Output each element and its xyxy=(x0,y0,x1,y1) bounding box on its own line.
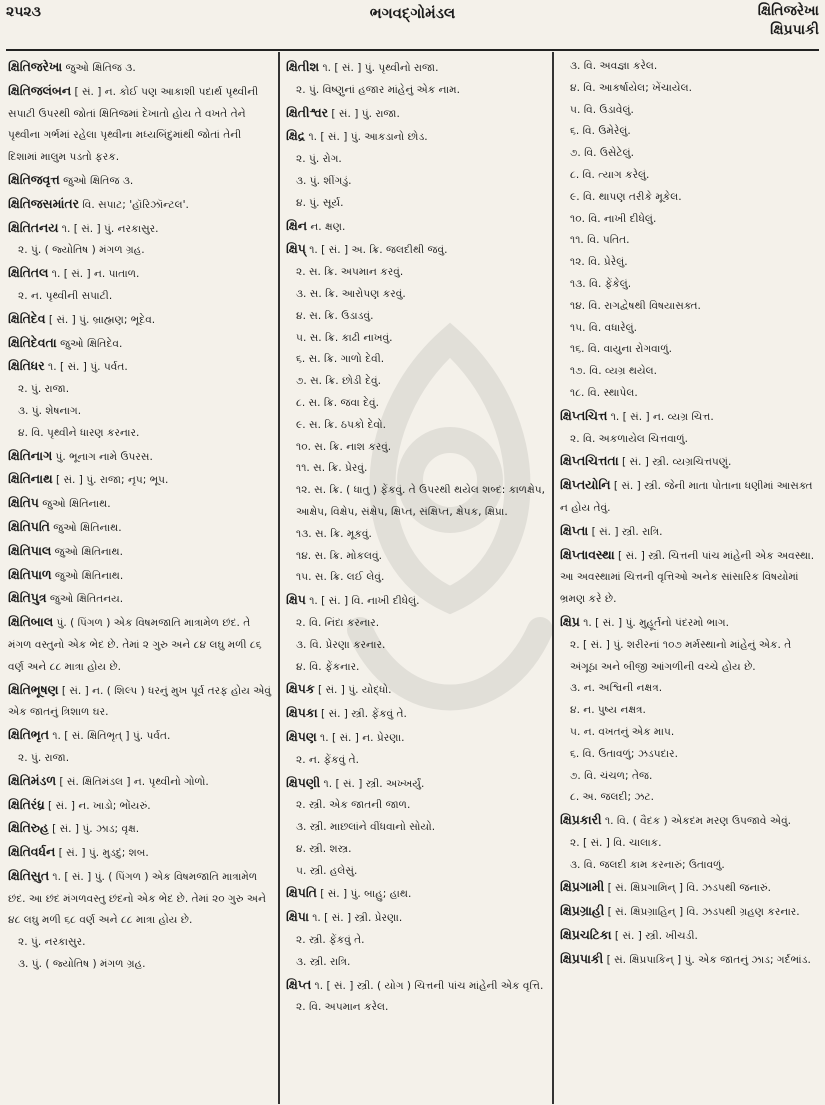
dictionary-sense xyxy=(560,339,817,361)
dictionary-sense xyxy=(560,383,817,405)
dictionary-entry xyxy=(560,948,817,972)
dictionary-entry xyxy=(8,841,272,865)
dictionary-sense xyxy=(8,932,272,954)
dictionary-sense xyxy=(560,209,817,231)
dictionary-entry xyxy=(8,564,272,588)
dictionary-entry xyxy=(8,794,272,818)
dictionary-sense xyxy=(286,567,548,589)
dictionary-sense xyxy=(286,546,548,568)
entry-headword: ક્ષિપકા xyxy=(286,705,318,721)
dictionary-sense xyxy=(560,78,817,100)
entry-definition: જુઓ ક્ષિતિનાથ. xyxy=(51,545,123,558)
dictionary-entry xyxy=(560,809,817,833)
entry-headword: ક્ષિતિતનય xyxy=(8,219,59,235)
dictionary-sense xyxy=(560,230,817,252)
entry-headword: ક્ષિપા xyxy=(286,909,309,925)
dictionary-sense xyxy=(560,429,817,451)
entry-definition: ૧. [ સં. ] પું. મુહૂર્તનો પંદરમો ભાગ. xyxy=(579,616,729,629)
entry-definition: ૪. પું. સૂર્ય. xyxy=(296,196,344,209)
dictionary-sense xyxy=(286,458,548,480)
entry-headword: ક્ષિપ્તયોનિ xyxy=(560,477,611,493)
dictionary-sense xyxy=(286,171,548,193)
dictionary-sense xyxy=(286,997,548,1019)
dictionary-sense xyxy=(286,328,548,350)
entry-definition: ૨. વિ. અકળાયેલ ચિત્તવાળું. xyxy=(570,432,689,445)
entry-definition: ૩. વિ. જલદી કામ કરનારું; ઉતાવળું. xyxy=(570,858,725,871)
entry-headword: ક્ષિતિજવૃત્ત xyxy=(8,171,60,187)
entry-definition: ૩. સ. ક્રિ. આરોપણ કરવું. xyxy=(296,287,406,300)
entry-definition: ૧૬. વિ. વાયુના રોગવાળું. xyxy=(570,343,672,356)
entry-definition: ૩. પું. શીંગડું. xyxy=(296,174,352,187)
entry-definition: પું. ( પિંગળ ) એક વિષમજાતિ માત્રામેળ છંદ. તે મંગળ વસ્તુનો એક ભેદ છે. તેમાં ૨ ગુરુ અને ૮૪ લઘુ મળી ૮૬ વર્ણ અને ૮૮ માત્રા હોય છે. xyxy=(8,617,262,673)
entry-definition: ન. ક્ષણ. xyxy=(307,220,346,233)
entry-definition: [ સં. ] પું. બ્રાહ્મણ; ભૂદેવ. xyxy=(45,313,156,326)
entry-definition: ૭. વિ. ઉસેટેલું. xyxy=(570,147,634,160)
dictionary-entry xyxy=(286,726,548,750)
dictionary-entry xyxy=(8,56,272,80)
entry-definition: ૧૦. વિ. નાખી દીધેલું. xyxy=(570,212,657,225)
entry-definition: પું. ભૂનાગ નામે ઉપરસ. xyxy=(52,450,153,463)
entry-definition: ૪. સ્ત્રી. શસ્ત્ર. xyxy=(296,842,352,855)
entry-definition: ૮. સ. ક્રિ. જવા દેવું. xyxy=(296,396,379,409)
dictionary-entry xyxy=(286,125,548,149)
entry-definition: ૧૪. વિ. રાગદ્વેષથી વિષયાસક્ત. xyxy=(570,299,701,312)
dictionary-entry xyxy=(8,355,272,379)
entry-definition: ૧૫. વિ. વધારેલું. xyxy=(570,321,638,334)
dictionary-sense xyxy=(286,952,548,974)
entry-definition: [ સં. ] ન. ( શિલ્પ ) ધરનું મુખ પૂર્વ તરફ હોય એવું એક જાતનું ત્રિશાળ ઘર. xyxy=(8,684,272,719)
entry-headword: ક્ષિતિદેવ xyxy=(8,310,46,326)
dictionary-entry xyxy=(8,865,272,932)
dictionary-entry xyxy=(8,262,272,286)
entry-definition: [ સં. ક્ષિપ્રગામિન્ ] વિ. ઝડપથી જનારું. xyxy=(604,882,772,895)
entry-definition: ૪. વિ. આકર્ષાયેલ; ખેંચાયેલ. xyxy=(570,81,692,94)
dictionary-sense xyxy=(286,795,548,817)
entry-definition: ૧૦. સ. ક્રિ. નાશ કરવું. xyxy=(296,440,392,453)
dictionary-entry xyxy=(8,587,272,611)
dictionary-entry xyxy=(560,611,817,635)
dictionary-sense xyxy=(560,100,817,122)
entry-headword: ક્ષિતિદેવતા xyxy=(8,334,57,350)
entry-definition: ૧૨. સ. ક્રિ. ( ધાતુ ) ફેંકવું. તે ઉપરથી થયેલ શબ્દ: કાળક્ષેપ, આક્ષેપ, વિક્ષેપ, સંક્ષેપ, ક્ષિપ્ત, સંક્ષિપ્ત, ક્ષેપક, ક્ષિપ્રા. xyxy=(296,484,546,518)
dictionary-sense xyxy=(560,787,817,809)
entry-definition: [ સં. ] સ્ત્રી. જેની માતા પોતાના ધણીમાં આસક્ત ન હોય તેવું. xyxy=(560,480,813,514)
entry-headword: ક્ષિતિજરેખા xyxy=(8,59,63,74)
entry-headword: ક્ષિપ્રચટિકા xyxy=(560,927,612,943)
dictionary-entry xyxy=(560,405,817,429)
entry-definition: ૮. વિ. ત્યાગ કરેલું. xyxy=(570,168,650,181)
entry-definition: ૩. સ્ત્રી. માછલાંને વીંધવાનો સોયો. xyxy=(296,821,436,834)
dictionary-sense xyxy=(8,286,272,308)
dictionary-entry xyxy=(560,544,817,611)
entry-headword: ક્ષિતિભૂષણ xyxy=(8,681,59,697)
dictionary-entry xyxy=(8,492,272,516)
dictionary-sense xyxy=(560,121,817,143)
entry-definition: ૧. [ સં. ] વિ. નાખી દીધેલું. xyxy=(305,595,420,608)
entry-definition: જુઓ ક્ષિતિનાથ. xyxy=(38,498,111,511)
dictionary-sense xyxy=(286,349,548,371)
dictionary-entry xyxy=(560,474,817,520)
entry-definition: [ સં. ] સ્ત્રી. રાત્રિ. xyxy=(588,525,663,538)
dictionary-entry xyxy=(8,332,272,356)
dictionary-entry xyxy=(8,770,272,794)
dictionary-sense xyxy=(286,284,548,306)
entry-definition: જુઓ ક્ષિતિતનય. xyxy=(46,593,124,606)
entry-definition: ૩. પું. શેષનાગ. xyxy=(18,404,82,417)
entry-definition: ૧૩. વિ. ફેંકેલું. xyxy=(570,277,632,290)
dictionary-entry xyxy=(286,215,548,239)
column-divider xyxy=(552,52,554,1104)
dictionary-entry xyxy=(8,679,272,725)
entry-definition: ૫. સ. ક્રિ. કાઢી નાખવું. xyxy=(296,331,393,344)
entry-definition: ૯. સ. ક્રિ. ઠપકો દેવો. xyxy=(296,418,387,431)
entry-headword: ક્ષિપતિ xyxy=(286,885,317,901)
entry-definition: [ સં. ] ન. કોઈ પણ આકાશી પદાર્થ પૃથ્વીની સપાટી ઉપરથી જોતાં ક્ષિતિજમાં દેખાતો હોય તે વખતે તેને પૃથ્વીના ગર્ભમાં રહેલા પૃથ્વીના મધ્યબિંદુમાંથી જોતાં તેની દિશામાં માલુમ પડતો ફરક. xyxy=(8,85,259,164)
entry-headword: ક્ષિતિભૃત xyxy=(8,727,49,743)
dictionary-sense xyxy=(286,306,548,328)
dictionary-entry xyxy=(560,900,817,924)
entry-definition: ૧. [ સં. ] પું. આકડાનો છોડ. xyxy=(305,131,428,144)
dictionary-entry xyxy=(286,678,548,702)
entry-definition: ૫. સ્ત્રી. હલેસું. xyxy=(296,864,358,877)
dictionary-entry xyxy=(8,217,272,241)
dictionary-sense xyxy=(286,524,548,546)
entry-definition: ૨. પું. ( જ્યોતિષ ) મંગળ ગ્રહ. xyxy=(18,244,145,257)
dictionary-sense xyxy=(8,240,272,262)
entry-headword: ક્ષિતીશ્વર xyxy=(286,104,329,120)
dictionary-sense xyxy=(560,143,817,165)
dictionary-sense xyxy=(286,613,548,635)
dictionary-sense xyxy=(560,744,817,766)
entry-definition: ૧. [ સં. ] પું. ( પિંગળ ) એક વિષમજાતિ માત્રામેળ છંદ. આ છંદ મંગળવસ્તુ છંદનો એક ભેદ છે. તેમાં ૨૦ ગુરુ અને ૪૮ લઘુ મળી ૬૮ વર્ણ અને ૮૮ માત્રા હોય છે. xyxy=(8,870,266,927)
entry-definition: વિ. સપાટ; 'હૉરિઝૉન્ટલ'. xyxy=(78,198,189,211)
entry-definition: [ સં. ] પું. રાજા; નૃપ; ભૂપ. xyxy=(52,474,169,487)
entry-definition: ૧. [ સં. ] સ્ત્રી. પ્રેરણા. xyxy=(308,912,403,925)
dictionary-sense xyxy=(286,657,548,679)
entry-definition: ૫. ન. વખતનું એક માપ. xyxy=(570,725,675,738)
entry-definition: [ સં. ક્ષિપ્રગ્રાહિન્ ] વિ. ઝડપથી ગ્રહણ કરનાર. xyxy=(604,906,800,919)
entry-headword: ક્ષિતિરુહ xyxy=(8,820,49,836)
dictionary-sense xyxy=(286,817,548,839)
entry-definition: ૧૧. સ. ક્રિ. પ્રેરવું. xyxy=(296,462,368,475)
dictionary-sense xyxy=(560,296,817,318)
entry-definition: ૪. ન. પુષ્ય નક્ષત્ર. xyxy=(570,704,646,717)
dictionary-title: ભગવદ્ગોમંડલ xyxy=(369,4,456,22)
entry-definition: જુઓ ક્ષિતિજ ૩. xyxy=(62,62,136,74)
entry-definition: ૨. સ્ત્રી. એક જાતની જાળ. xyxy=(296,799,411,812)
entry-definition: ૧૩. સ. ક્રિ. મૂકવું. xyxy=(296,527,372,540)
dictionary-sense xyxy=(560,635,817,679)
entry-definition: ૧. [ સં. ] ન. પાતાળ. xyxy=(48,268,140,281)
entry-definition: ૧૨. વિ. પ્રેરેલું. xyxy=(570,256,628,269)
entry-headword: ક્ષિતિજલંબન xyxy=(8,82,72,98)
entry-definition: ૧૮. વિ. સ્થાપેલ. xyxy=(570,386,638,399)
entry-definition: ૭. વિ. ચંચળ; તેજ. xyxy=(570,769,653,782)
entry-headword: ક્ષિતિતલ xyxy=(8,265,49,281)
dictionary-sense xyxy=(8,401,272,423)
entry-headword: ક્ષિતીશ xyxy=(286,59,320,74)
entry-headword: ક્ષિતિનાથ xyxy=(8,471,53,487)
entry-definition: ૧. વિ. ( વૈદક ) એકદમ મરણ ઉપજાવે એવું. xyxy=(601,815,792,828)
dictionary-entry xyxy=(8,169,272,193)
entry-definition: ૨. વિ. અપમાન કરેલ. xyxy=(296,1001,389,1014)
dictionary-entry xyxy=(560,924,817,948)
entry-headword: ક્ષિપણ xyxy=(286,728,317,744)
entry-headword: ક્ષિપ્ર xyxy=(560,613,580,629)
entry-definition: ૧૧. વિ. પતિત. xyxy=(570,234,630,247)
dictionary-sense xyxy=(286,861,548,883)
entry-headword: ક્ષિતિધર xyxy=(8,358,45,374)
dictionary-column-1 xyxy=(8,56,272,1102)
entry-definition: ૩. વિ. અવજ્ઞા કરેલ. xyxy=(570,60,658,72)
dictionary-entry xyxy=(560,876,817,900)
entry-headword: ક્ષિન xyxy=(286,217,308,233)
entry-definition: ૨. પું. નરકાસુર. xyxy=(18,936,86,949)
entry-headword: ક્ષિપ્તચિત્ત xyxy=(560,407,608,423)
entry-headword: ક્ષિપ્ xyxy=(286,241,306,257)
dictionary-sense xyxy=(286,262,548,284)
dictionary-sense xyxy=(560,833,817,855)
entry-definition: ૩. સ્ત્રી. રાત્રિ. xyxy=(296,955,351,968)
column-divider xyxy=(278,52,280,1104)
entry-headword: ક્ષિતિનાગ xyxy=(8,447,53,463)
entry-definition: ૨. સ. ક્રિ. અપમાન કરવું. xyxy=(296,266,404,279)
entry-headword: ક્ષિતિપુત્ર xyxy=(8,590,47,606)
entry-definition: [ સં. ] ન. ખાડો; ભોંયરું. xyxy=(44,799,151,812)
header-rule xyxy=(6,49,819,51)
entry-definition: ૧. [ સં. ] પું. પર્વત. xyxy=(44,361,128,374)
entry-headword: ક્ષિપ્રગામી xyxy=(560,879,605,895)
dictionary-entry xyxy=(286,772,548,796)
entry-definition: [ સં. ક્ષિતિમંડલ ] ન. પૃથ્વીનો ગોળો. xyxy=(56,775,209,788)
dictionary-sense xyxy=(286,193,548,215)
dictionary-entry xyxy=(8,611,272,678)
entry-definition: ૪. સ. ક્રિ. ઉડાડવું. xyxy=(296,309,374,322)
dictionary-sense xyxy=(8,954,272,976)
entry-headword: ક્ષિપ્તાવસ્થા xyxy=(560,546,615,562)
dictionary-entry xyxy=(286,102,548,126)
entry-definition: ૨. સ્ત્રી. ફેંકવું તે. xyxy=(296,934,365,947)
entry-definition: ૧. [ સં. ] સ્ત્રી. અખ્ખર્યું. xyxy=(320,777,425,790)
guide-word-last: ક્ષિપ્રપાકી xyxy=(770,22,819,38)
entry-definition: ૧. [ સં. ] પું. પૃથ્વીનો રાજા. xyxy=(319,62,439,74)
dictionary-sense xyxy=(8,423,272,445)
dictionary-sense xyxy=(560,722,817,744)
entry-definition: ૨. પું. રોગ. xyxy=(296,153,342,166)
entry-headword: ક્ષિતિરંધ્ર xyxy=(8,796,45,812)
entry-definition: ૨. પું. વિષ્ણુનાં હજાર માંહેનું એક નામ. xyxy=(296,83,460,96)
dictionary-entry xyxy=(286,882,548,906)
entry-headword: ક્ષિતિપાળ xyxy=(8,566,52,582)
dictionary-entry xyxy=(8,80,272,169)
dictionary-column-2 xyxy=(286,56,548,1102)
dictionary-sense xyxy=(286,149,548,171)
entry-definition: [ સં. ] પું. મુડદું; શબ. xyxy=(55,847,149,860)
entry-definition: ૩. ન. અશ્વિની નક્ષત્ર. xyxy=(570,682,663,695)
dictionary-sense xyxy=(286,480,548,524)
entry-definition: [ સં. ] પું. રાજા. xyxy=(328,107,400,120)
entry-headword: ક્ષિપ્રપાકી xyxy=(560,950,604,966)
dictionary-entry xyxy=(286,238,548,262)
entry-definition: ૪. વિ. ફેંકનાર. xyxy=(296,660,360,673)
dictionary-entry xyxy=(8,516,272,540)
entry-definition: જુઓ ક્ષિતિનાથ. xyxy=(51,569,124,582)
entry-headword: ક્ષિતિપાલ xyxy=(8,542,52,558)
entry-headword: ક્ષિતિસુત xyxy=(8,867,50,883)
entry-definition: ૨. [ સં. ] વિ. ચાલાક. xyxy=(570,836,662,849)
dictionary-sense xyxy=(560,855,817,877)
entry-headword: ક્ષિપણી xyxy=(286,774,321,790)
dictionary-sense xyxy=(560,361,817,383)
entry-definition: ૧. [ સં. ક્ષિતિભૃત્ ] પું. પર્વત. xyxy=(48,730,171,743)
dictionary-entry xyxy=(8,817,272,841)
entry-definition: ૨. [ સં. ] પું. શરીરનાં ૧૦૭ મર્મસ્થાનો માંહેનું એક. તે અંગૂઠા અને બીજી આંગળીની વચ્ચે હોય છે. xyxy=(570,638,792,673)
guide-word-first: ક્ષિતિજરેખા xyxy=(757,3,819,19)
entry-definition: [ સં. ] સ્ત્રી. ચિત્તની પાંચ માંહેની એક અવસ્થા. આ અવસ્થામાં ચિત્તની વૃત્તિઓ અનેક સાંસારિક વિષયોમાં ભ્રમણ કરે છે. xyxy=(560,549,815,606)
dictionary-entry xyxy=(286,56,548,80)
dictionary-sense xyxy=(560,700,817,722)
entry-definition: ૧. [ સં. ] પું. નરકાસુર. xyxy=(58,222,159,235)
dictionary-entry xyxy=(286,589,548,613)
dictionary-sense xyxy=(560,318,817,340)
dictionary-entry xyxy=(560,450,817,474)
dictionary-sense xyxy=(286,437,548,459)
dictionary-sense xyxy=(8,379,272,401)
entry-headword: ક્ષિપ્રકારી xyxy=(560,812,602,828)
entry-definition: [ સં. ક્ષિપ્રપાકિન્ ] પું. એક જાતનું ઝાડ; ગર્દભાંડ. xyxy=(603,953,811,966)
dictionary-entry xyxy=(560,520,817,544)
entry-definition: ૧. [ સં. ] અ. ક્રિ. જલદીથી જવું. xyxy=(305,244,448,257)
entry-headword: ક્ષિપક xyxy=(286,681,315,697)
entry-definition: [ સં. ] સ્ત્રી. ફેંકવું તે. xyxy=(317,708,407,721)
dictionary-sense xyxy=(560,165,817,187)
entry-definition: ૩. વિ. પ્રેરણા કરનાર. xyxy=(296,638,386,651)
entry-headword: ક્ષિપ્રગ્રાહી xyxy=(560,903,605,919)
entry-definition: ૧૭. વિ. વ્યગ્ર થયેલ. xyxy=(570,365,658,378)
entry-headword: ક્ષિતિજસમાંતર xyxy=(8,195,79,211)
entry-headword: ક્ષિપ્તચિત્તતા xyxy=(560,453,619,469)
entry-definition: ૨. પું. રાજા. xyxy=(18,383,70,396)
entry-headword: ક્ષિતિબાલ xyxy=(8,614,54,630)
entry-headword: ક્ષિતિપતિ xyxy=(8,518,50,534)
entry-definition: ૮. અ. જલદી; ઝટ. xyxy=(570,791,655,804)
dictionary-sense xyxy=(560,678,817,700)
dictionary-sense xyxy=(286,393,548,415)
entry-definition: [ સં. ] પું. બાહુ; હાથ. xyxy=(316,888,412,901)
entry-definition: [ સં. ] પું. યોદ્ધો. xyxy=(314,684,392,697)
dictionary-sense xyxy=(286,80,548,102)
dictionary-sense xyxy=(286,930,548,952)
entry-definition: ૨. પું. રાજા. xyxy=(18,751,70,764)
dictionary-sense xyxy=(286,635,548,657)
entry-definition: [ સં. ] પું. ઝાડ; વૃક્ષ. xyxy=(48,823,140,836)
entry-headword: ક્ષિતિપ xyxy=(8,495,39,511)
dictionary-sense xyxy=(560,252,817,274)
dictionary-sense xyxy=(560,187,817,209)
dictionary-entry xyxy=(286,702,548,726)
dictionary-entry xyxy=(8,193,272,217)
dictionary-entry xyxy=(8,308,272,332)
entry-definition: ૫. વિ. ઉડાવેલું. xyxy=(570,103,634,116)
entry-definition: [ સં. ] સ્ત્રી. વ્યગ્રચિત્તપણું. xyxy=(618,456,732,469)
dictionary-sense xyxy=(286,839,548,861)
entry-definition: ૬. વિ. ઉતાવળું; ઝડપદાર. xyxy=(570,747,678,760)
dictionary-sense xyxy=(286,750,548,772)
entry-definition: જુઓ ક્ષિતિદેવ. xyxy=(56,337,123,350)
entry-headword: ક્ષિદ્ર xyxy=(286,128,306,144)
entry-headword: ક્ષિપ xyxy=(286,592,306,608)
entry-definition: ૨. ન. ફેંકવું તે. xyxy=(296,753,359,766)
dictionary-entry xyxy=(8,540,272,564)
guide-words xyxy=(758,2,819,40)
entry-headword: ક્ષિપ્ત xyxy=(286,976,312,992)
dictionary-sense xyxy=(286,371,548,393)
page-number: ૨૫૨૩ xyxy=(6,4,41,20)
dictionary-sense xyxy=(560,56,817,78)
entry-definition: ૯. વિ. થાપણ તરીકે મૂકેલ. xyxy=(570,190,682,203)
entry-definition: ૨. વિ. નિંદા કરનાર. xyxy=(296,616,380,629)
dictionary-entry xyxy=(286,906,548,930)
entry-headword: ક્ષિતિમંડળ xyxy=(8,772,57,788)
dictionary-column-3 xyxy=(560,56,817,1102)
dictionary-sense xyxy=(560,766,817,788)
entry-definition: ૧. [ સં. ] સ્ત્રી. ( યોગ ) ચિત્તની પાંચ માંહેની એક વૃત્તિ. xyxy=(311,979,544,992)
entry-definition: ૧૪. સ. ક્રિ. મોકલવું. xyxy=(296,549,383,562)
entry-definition: ૬. સ. ક્રિ. ગાળો દેવી. xyxy=(296,353,385,366)
entry-definition: ૬. વિ. ઉમેરેલું. xyxy=(570,125,631,138)
entry-headword: ક્ષિપ્તા xyxy=(560,522,589,538)
entry-definition: ૨. ન. પૃથ્વીની સપાટી. xyxy=(18,289,113,302)
page-header xyxy=(0,0,825,56)
dictionary-sense xyxy=(8,748,272,770)
dictionary-entry xyxy=(8,468,272,492)
entry-definition: ૧. [ સં. ] ન. વ્યગ્ર ચિત્ત. xyxy=(607,410,714,423)
entry-definition: [ સં. ] સ્ત્રી. ખીચડી. xyxy=(611,930,698,943)
dictionary-entry xyxy=(286,974,548,998)
entry-definition: ૧૫. સ. ક્રિ. લઈ લેવું. xyxy=(296,571,385,584)
entry-headword: ક્ષિતિવર્ધન xyxy=(8,844,56,860)
entry-definition: ૩. પું. ( જ્યોતિષ ) મંગળ ગ્રહ. xyxy=(18,958,146,971)
entry-definition: ૧. [ સં. ] ન. પ્રેરણા. xyxy=(316,731,405,744)
dictionary-entry xyxy=(8,724,272,748)
entry-definition: જુઓ ક્ષિતિજ ૩. xyxy=(59,174,134,187)
dictionary-sense xyxy=(560,274,817,296)
dictionary-sense xyxy=(286,415,548,437)
entry-definition: ૭. સ. ક્રિ. છોડી દેવું. xyxy=(296,375,381,388)
dictionary-entry xyxy=(8,445,272,469)
entry-definition: જુઓ ક્ષિતિનાથ. xyxy=(49,521,122,534)
entry-definition: ૪. વિ. પૃથ્વીને ધારણ કરનાર. xyxy=(18,426,140,439)
